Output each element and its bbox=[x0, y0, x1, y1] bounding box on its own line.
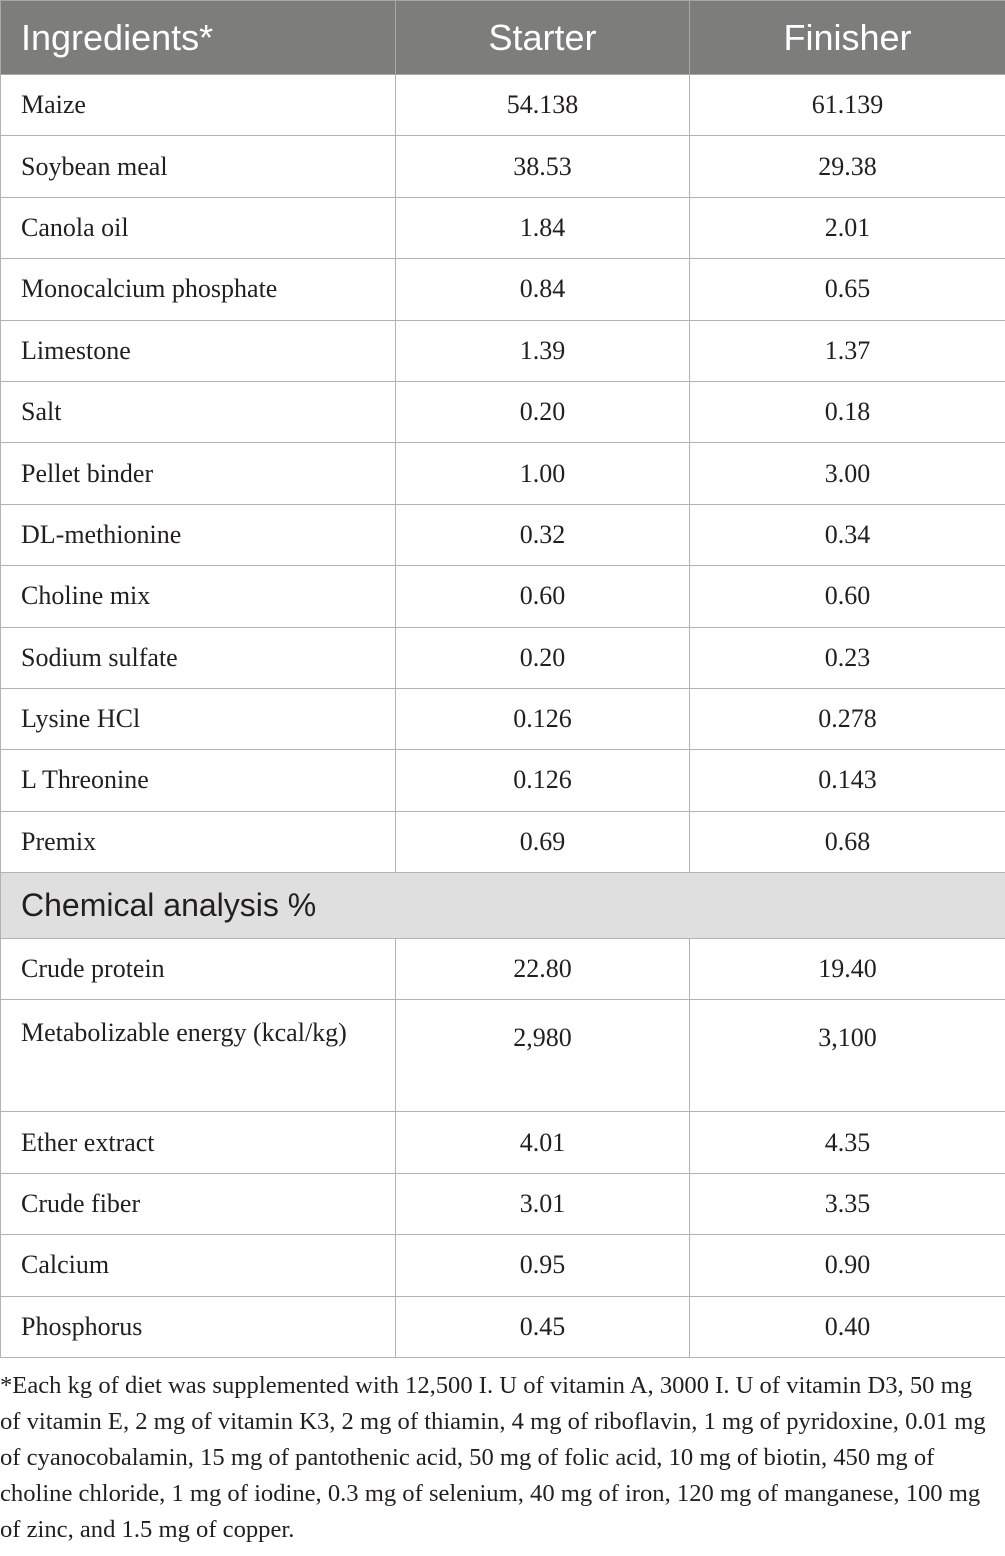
section-title: Chemical analysis % bbox=[1, 873, 1005, 939]
table-row bbox=[1, 197, 1005, 258]
finisher-value: 3.00 bbox=[690, 443, 1005, 504]
analysis-name: Phosphorus bbox=[1, 1296, 396, 1357]
analysis-name: Crude fiber bbox=[1, 1173, 396, 1234]
ingredient-name: Choline mix bbox=[1, 566, 396, 627]
table-row bbox=[1, 320, 1005, 381]
ingredient-name: Premix bbox=[1, 811, 396, 872]
table-row bbox=[1, 504, 1005, 565]
starter-value: 0.20 bbox=[396, 381, 690, 442]
ingredient-name: DL-methionine bbox=[1, 504, 396, 565]
table-row bbox=[1, 75, 1005, 136]
ingredient-name: Lysine HCl bbox=[1, 688, 396, 749]
starter-value: 0.126 bbox=[396, 750, 690, 811]
analysis-name: Crude protein bbox=[1, 939, 396, 1000]
finisher-value: 0.34 bbox=[690, 504, 1005, 565]
finisher-value: 0.68 bbox=[690, 811, 1005, 872]
starter-value: 0.60 bbox=[396, 566, 690, 627]
header-starter: Starter bbox=[396, 1, 690, 75]
finisher-value: 0.40 bbox=[690, 1296, 1005, 1357]
ingredient-name: Maize bbox=[1, 75, 396, 136]
starter-value: 1.39 bbox=[396, 320, 690, 381]
starter-value: 1.00 bbox=[396, 443, 690, 504]
starter-value: 1.84 bbox=[396, 197, 690, 258]
table-header-row bbox=[1, 1, 1005, 75]
starter-value: 0.45 bbox=[396, 1296, 690, 1357]
table-row bbox=[1, 627, 1005, 688]
starter-value: 0.32 bbox=[396, 504, 690, 565]
ingredient-name: Sodium sulfate bbox=[1, 627, 396, 688]
starter-value: 2,980 bbox=[396, 1000, 690, 1112]
table-row bbox=[1, 750, 1005, 811]
starter-value: 4.01 bbox=[396, 1112, 690, 1173]
starter-value: 38.53 bbox=[396, 136, 690, 197]
table-row bbox=[1, 381, 1005, 442]
table-row bbox=[1, 1173, 1005, 1234]
section-header-row bbox=[1, 873, 1005, 939]
header-finisher: Finisher bbox=[690, 1, 1005, 75]
finisher-value: 3,100 bbox=[690, 1000, 1005, 1112]
table-row bbox=[1, 566, 1005, 627]
table-row bbox=[1, 259, 1005, 320]
starter-value: 0.84 bbox=[396, 259, 690, 320]
table-row bbox=[1, 443, 1005, 504]
ingredient-name: Salt bbox=[1, 381, 396, 442]
finisher-value: 4.35 bbox=[690, 1112, 1005, 1173]
finisher-value: 0.90 bbox=[690, 1235, 1005, 1296]
starter-value: 0.126 bbox=[396, 688, 690, 749]
table-row bbox=[1, 811, 1005, 872]
table-row bbox=[1, 939, 1005, 1000]
table-row bbox=[1, 136, 1005, 197]
table-row bbox=[1, 1112, 1005, 1173]
table-row bbox=[1, 688, 1005, 749]
finisher-value: 0.278 bbox=[690, 688, 1005, 749]
starter-value: 0.20 bbox=[396, 627, 690, 688]
analysis-name: Ether extract bbox=[1, 1112, 396, 1173]
starter-value: 3.01 bbox=[396, 1173, 690, 1234]
starter-value: 54.138 bbox=[396, 75, 690, 136]
finisher-value: 61.139 bbox=[690, 75, 1005, 136]
ingredient-name: Soybean meal bbox=[1, 136, 396, 197]
finisher-value: 0.23 bbox=[690, 627, 1005, 688]
finisher-value: 0.60 bbox=[690, 566, 1005, 627]
finisher-value: 2.01 bbox=[690, 197, 1005, 258]
table-footnote: *Each kg of diet was supplemented with 12,500 I. U of vitamin A, 3000 I. U of vitamin D3, 50 mg of vitamin E, 2 mg of vitamin K3, 2 mg of thiamin, 4 mg of riboflavin, 1 mg of pyridoxine, 0.01 mg of cyanocobalamin, 15 mg of pantothenic acid, 50 mg of folic acid, 10 mg of biotin, 450 mg of choline chloride, 1 mg of iodine, 0.3 mg of selenium, 40 mg of iron, 120 mg of manganese, 100 mg of zinc, and 1.5 mg of copper. bbox=[0, 1372, 986, 1543]
finisher-value: 1.37 bbox=[690, 320, 1005, 381]
analysis-name: Calcium bbox=[1, 1235, 396, 1296]
ingredient-name: L Threonine bbox=[1, 750, 396, 811]
ingredient-name: Canola oil bbox=[1, 197, 396, 258]
finisher-value: 0.65 bbox=[690, 259, 1005, 320]
finisher-value: 0.143 bbox=[690, 750, 1005, 811]
header-ingredients: Ingredients* bbox=[1, 1, 396, 75]
ingredient-name: Pellet binder bbox=[1, 443, 396, 504]
ingredient-name: Monocalcium phosphate bbox=[1, 259, 396, 320]
table-row bbox=[1, 1296, 1005, 1357]
table-row bbox=[1, 1000, 1005, 1112]
finisher-value: 19.40 bbox=[690, 939, 1005, 1000]
starter-value: 0.95 bbox=[396, 1235, 690, 1296]
table-row bbox=[1, 1235, 1005, 1296]
ingredient-name: Limestone bbox=[1, 320, 396, 381]
finisher-value: 3.35 bbox=[690, 1173, 1005, 1234]
finisher-value: 29.38 bbox=[690, 136, 1005, 197]
starter-value: 0.69 bbox=[396, 811, 690, 872]
starter-value: 22.80 bbox=[396, 939, 690, 1000]
finisher-value: 0.18 bbox=[690, 381, 1005, 442]
analysis-name: Metabolizable energy (kcal/kg) bbox=[1, 1000, 396, 1112]
